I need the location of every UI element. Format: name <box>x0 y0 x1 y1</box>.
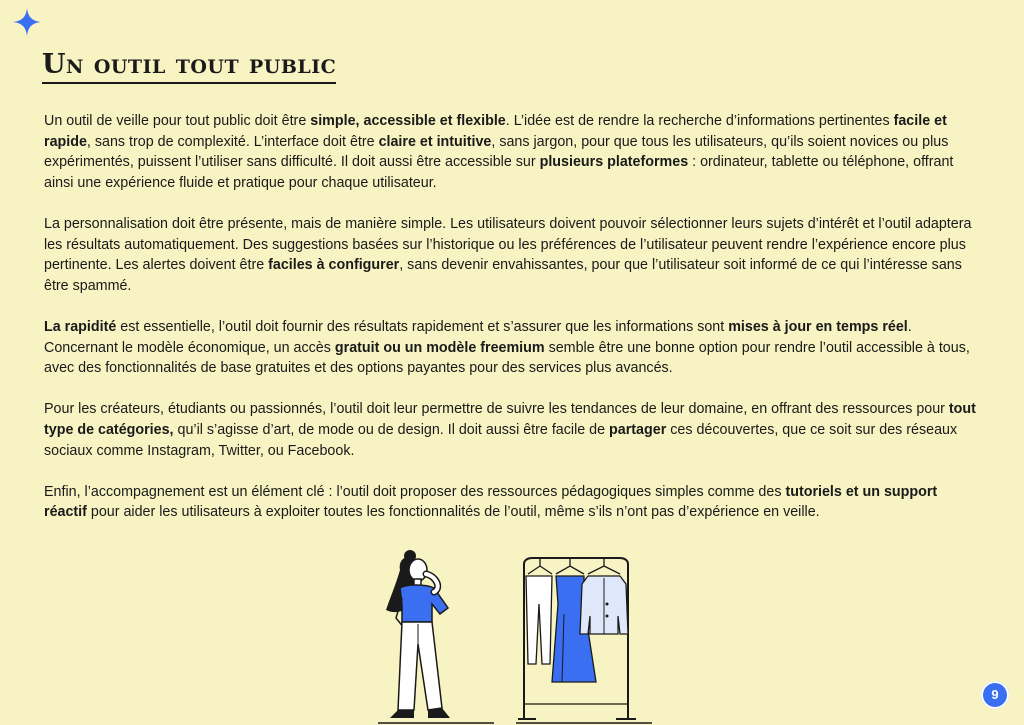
emphasis-text: plusieurs plateformes <box>539 154 689 171</box>
paragraph <box>44 214 979 296</box>
emphasis-text: mises à jour en temps réel <box>728 318 908 335</box>
text-run: , sans devenir envahissantes, pour que l’utilisateur soit informé de ce qui l’intéresse sans être spammé. <box>44 257 962 294</box>
text-run: La personnalisation doit être présente, mais de manière simple. Les utilisateurs doivent pouvoir sélectionner leurs sujets d’intérêt et l’outil adaptera les résultats automatiquement. Des suggestions basées sur l’historique ou les préférences de l’utilisateur peuvent rendre l’expérience encore plus pertinente. Les alertes doivent être <box>44 215 972 274</box>
text-run: Enfin, l’accompagnement est un élément clé : l’outil doit proposer des ressources pédagogiques simples comme des <box>44 483 786 500</box>
clothing-rack-illustration <box>514 554 654 725</box>
emphasis-text: facile et rapide <box>44 113 947 150</box>
text-run: semble être une bonne option pour rendre l’outil accessible à tous, avec des fonctionnalités de base gratuites et des options payantes pour des services plus avancés. <box>44 339 970 377</box>
text-run: ces découvertes, que ce soit sur des réseaux sociaux comme Instagram, Twitter, ou Facebook. <box>44 421 958 459</box>
emphasis-text: tout type de catégories, <box>44 401 976 438</box>
text-run: Pour les créateurs, étudiants ou passionnés, l’outil doit leur permettre de suivre les tendances de leur domaine, en offrant des ressources pour <box>44 401 949 418</box>
paragraph <box>44 111 979 193</box>
emphasis-text: faciles à configurer <box>268 257 400 274</box>
text-run: Un outil de veille pour tout public doit être <box>44 113 311 129</box>
emphasis-text: gratuit ou un modèle freemium <box>334 339 545 356</box>
paragraph <box>44 399 979 461</box>
text-run: est essentielle, l’outil doit fournir des résultats rapidement et s’assurer que les informations sont <box>116 318 729 335</box>
paragraph <box>44 482 979 523</box>
text-run: : ordinateur, tablette ou téléphone, offrant ainsi une expérience fluide et pratique pour chaque utilisateur. <box>44 154 954 191</box>
text-run: qu’il s’agisse d’art, de mode ou de design. Il doit aussi être facile de <box>173 421 610 438</box>
text-run: pour aider les utilisateurs à exploiter toutes les fonctionnalités de l’outil, même s’ils n’ont pas d’expérience en veille. <box>86 504 820 521</box>
four-point-star-icon <box>12 7 42 37</box>
body-text <box>44 111 979 543</box>
emphasis-text: claire et intuitive <box>378 133 492 150</box>
page-number-badge: 9 <box>981 681 1009 709</box>
woman-illustration <box>376 548 496 725</box>
emphasis-text: partager <box>609 421 667 438</box>
text-run: , sans jargon, pour que tous les utilisateurs, qu’ils soient novices ou plus expérimentés, puissent l’utiliser sans difficulté. Il doit aussi être accessible sur <box>44 133 949 171</box>
emphasis-text: simple, accessible et flexible <box>310 113 506 129</box>
emphasis-text: tutoriels et un support réactif <box>44 483 938 521</box>
emphasis-text: La rapidité <box>44 318 117 335</box>
text-run: . Concernant le modèle économique, un accès <box>44 318 912 356</box>
text-run: , sans trop de complexité. L’interface doit être <box>86 133 379 150</box>
text-run: . L’idée est de rendre la recherche d’informations pertinentes <box>505 113 894 129</box>
paragraph <box>44 317 979 379</box>
page-title: Un outil tout public <box>42 50 336 84</box>
